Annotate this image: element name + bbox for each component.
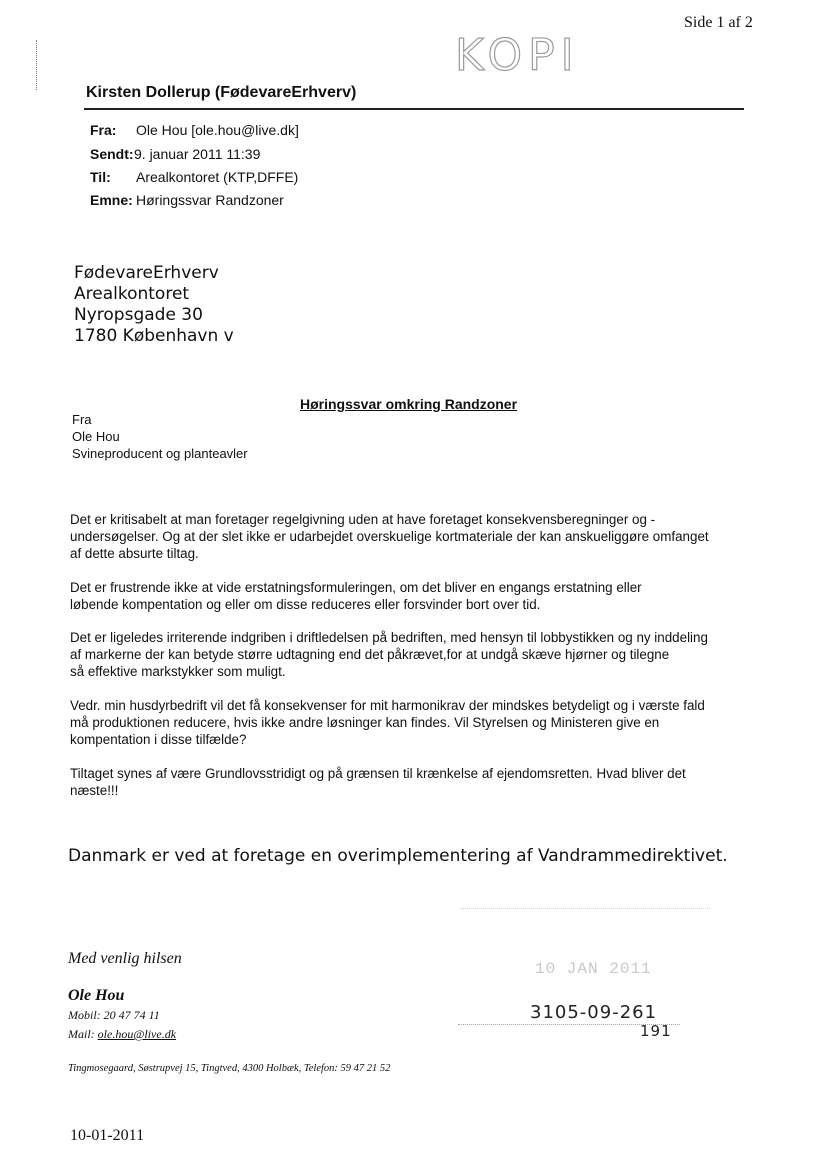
regards-line: Med venlig hilsen [68,950,182,967]
meta-sent [90,146,260,162]
meta-value: Høringssvar Randzoner [136,192,284,208]
page-number: Side 1 af 2 [684,14,753,31]
paragraph-line: må produktionen reducere, hvis ikke andre løsninger kan findes. Vil Styrelsen og Ministeren give en [70,715,660,730]
signature-mail [68,1027,176,1042]
body-paragraph [70,511,760,562]
meta-key: Emne: [90,192,133,208]
letter-subject: Høringssvar omkring Randzoner [300,396,518,412]
paragraph-line: så effektive markstykker som muligt. [70,664,286,679]
meta-subject [90,192,284,208]
paragraph-line: Det er ligeledes irriterende indgriben i driftledelsen på bedriften, med hensyn til lobbystikken og ny inddeling [70,630,708,645]
meta-value: Arealkontoret (KTP,DFFE) [136,169,299,185]
document-date: 10-01-2011 [70,1127,145,1144]
from-line: Ole Hou [72,429,120,444]
meta-from [90,122,299,138]
body-paragraph [70,629,760,680]
mobile-number: 20 47 74 11 [103,1008,160,1022]
paragraph-line: Vedr. min husdyrbedrift vil det få konsekvenser for mit harmonikrav der mindskes betydeligt og i værste fald [70,698,705,713]
paragraph-line: næste!!! [70,783,119,798]
from-line: Svineproducent og planteavler [72,446,248,461]
body-paragraph [70,765,760,799]
footer-address: Tingmosegaard, Søstrupvej 15, Tingtved, 4300 Holbæk, Telefon: 59 47 21 52 [68,1063,391,1074]
mail-link[interactable]: ole.hou@live.dk [97,1027,177,1041]
handwritten-case-number: 3105-09-261 [530,1002,658,1023]
paragraph-line: undersøgelser. Og at der slet ikke er udarbejdet overskuelige kortmateriale der kan anskueliggøre omfanget [70,529,709,544]
meta-to [90,169,298,185]
header-divider [84,108,744,110]
meta-value: 9. januar 2011 11:39 [134,146,261,162]
signature-name: Ole Hou [68,987,125,1004]
paragraph-line: Tiltaget synes af være Grundlovsstridigt og på grænsen til krænkelse af ejendomsretten. Hvad bliver det [70,766,686,781]
address-line: Arealkontoret [74,284,190,304]
body-paragraph [70,697,760,748]
address-line: 1780 København v [74,326,234,346]
address-line: Nyropsgade 30 [74,305,203,325]
margin-mark [36,40,38,90]
handwritten-sub-number: 191 [640,1022,672,1040]
faint-stamp-marks [460,908,710,927]
from-line: Fra [72,412,92,427]
email-sender-header: Kirsten Dollerup (FødevareErhverv) [86,84,357,101]
address-line: FødevareErhverv [74,263,219,283]
closing-statement: Danmark er ved at foretage en overimplementering af Vandrammedirektivet. [68,846,728,866]
copy-stamp: KOPI [455,30,580,81]
meta-key: Til: [90,169,111,185]
received-date-stamp: 10 JAN 2011 [535,960,652,978]
paragraph-line: af dette absurte tiltag. [70,546,199,561]
paragraph-line: løbende kompentation og eller om disse reduceres eller forsvinder bort over tid. [70,597,541,612]
paragraph-line: Det er kritisabelt at man foretager regelgivning uden at have foretaget konsekvensberegninger og - [70,512,656,527]
paragraph-line: kompentation i disse tilfælde? [70,732,247,747]
paragraph-line: af markerne der kan betyde større udtagning end det påkrævet,for at undgå skæve hjørner og tilegne [70,647,670,662]
meta-key: Sendt: [90,146,134,162]
mail-label: Mail: [68,1027,95,1041]
meta-value: Ole Hou [ole.hou@live.dk] [136,122,299,138]
paragraph-line: Det er frustrende ikke at vide erstatningsformuleringen, om det bliver en engangs erstatning eller [70,580,642,595]
body-paragraph [70,579,760,613]
mobile-label: Mobil: [68,1008,101,1022]
meta-key: Fra: [90,122,117,138]
signature-mobile [68,1008,160,1023]
